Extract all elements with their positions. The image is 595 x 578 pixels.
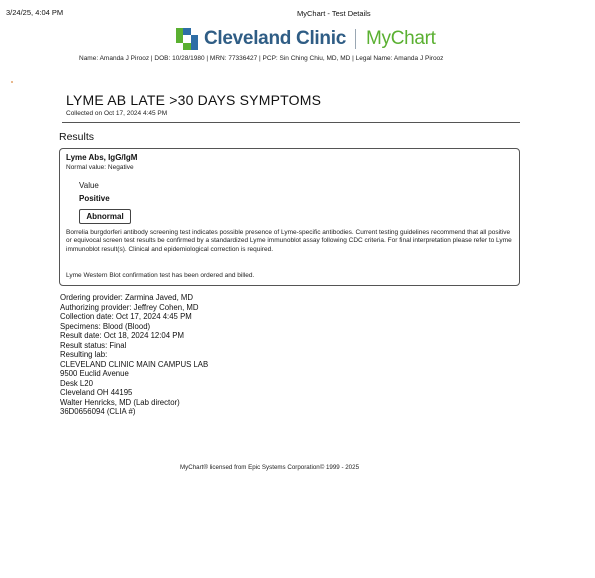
normal-value: Normal value: Negative bbox=[66, 164, 134, 171]
print-datetime: 3/24/25, 4:04 PM bbox=[6, 8, 64, 17]
value-label: Value bbox=[79, 181, 99, 190]
logo-brand-text: Cleveland Clinic bbox=[204, 28, 346, 49]
lab-desk: Desk L20 bbox=[60, 378, 93, 388]
lab-city: Cleveland OH 44195 bbox=[60, 388, 133, 397]
resulting-lab-label: Resulting lab: bbox=[60, 350, 108, 359]
collected-date: Collected on Oct 17, 2024 4:45 PM bbox=[66, 110, 168, 117]
lab-director: Walter Henricks, MD (Lab director) bbox=[60, 397, 180, 407]
logo-product-text: MyChart bbox=[365, 28, 436, 49]
test-title: LYME AB LATE >30 DAYS SYMPTOMS bbox=[66, 92, 322, 108]
ordering-provider: Ordering provider: Zarmina Javed, MD bbox=[60, 293, 194, 302]
result-component-card bbox=[59, 148, 520, 286]
specimens: Specimens: Blood (Blood) bbox=[60, 321, 151, 331]
title-divider bbox=[62, 122, 520, 123]
results-heading: Results bbox=[59, 131, 95, 143]
result-details bbox=[60, 293, 208, 417]
component-name: Lyme Abs, IgG/IgM bbox=[66, 153, 138, 162]
cleveland-clinic-cross-icon bbox=[176, 28, 198, 50]
collection-date: Collection date: Oct 17, 2024 4:45 PM bbox=[60, 312, 192, 321]
scan-mark bbox=[11, 81, 13, 83]
logo-divider bbox=[355, 29, 356, 49]
lab-clia: 36D0656094 (CLIA #) bbox=[60, 407, 136, 416]
authorizing-provider: Authorizing provider: Jeffrey Cohen, MD bbox=[60, 302, 199, 312]
lab-street: 9500 Euclid Avenue bbox=[60, 369, 129, 378]
license-footer: MyChart® licensed from Epic Systems Corporation© 1999 - 2025 bbox=[180, 464, 360, 471]
abnormal-flag-badge: Abnormal bbox=[79, 209, 131, 224]
result-value: Positive bbox=[79, 194, 110, 203]
result-comment-followup: Lyme Western Blot confirmation test has been ordered and billed. bbox=[66, 272, 255, 279]
result-status: Result status: Final bbox=[60, 340, 127, 350]
cleveland-clinic-mychart-logo bbox=[176, 26, 436, 52]
lab-name: CLEVELAND CLINIC MAIN CAMPUS LAB bbox=[60, 359, 209, 369]
patient-info-line: Name: Amanda J Pirooz | DOB: 10/28/1980 | MRN: 77336427 | PCP: Sin Ching Chiu, MD, MD | Legal Name: Amanda J Pirooz bbox=[79, 55, 444, 62]
print-page-title: MyChart - Test Details bbox=[297, 9, 371, 18]
result-date: Result date: Oct 18, 2024 12:04 PM bbox=[60, 331, 184, 340]
result-comment: Borrelia burgdorferi antibody screening test indicates possible presence of Lyme-specific antibodies. Current testing guidelines recommend that all positive or equivocal screen test results be confirmed by a standardized Lyme immunoblot assay following CDC criteria. For final interpretation please refer to Lyme immunoblot result(s). Clinical and epidemiological correction is required. bbox=[66, 229, 512, 253]
